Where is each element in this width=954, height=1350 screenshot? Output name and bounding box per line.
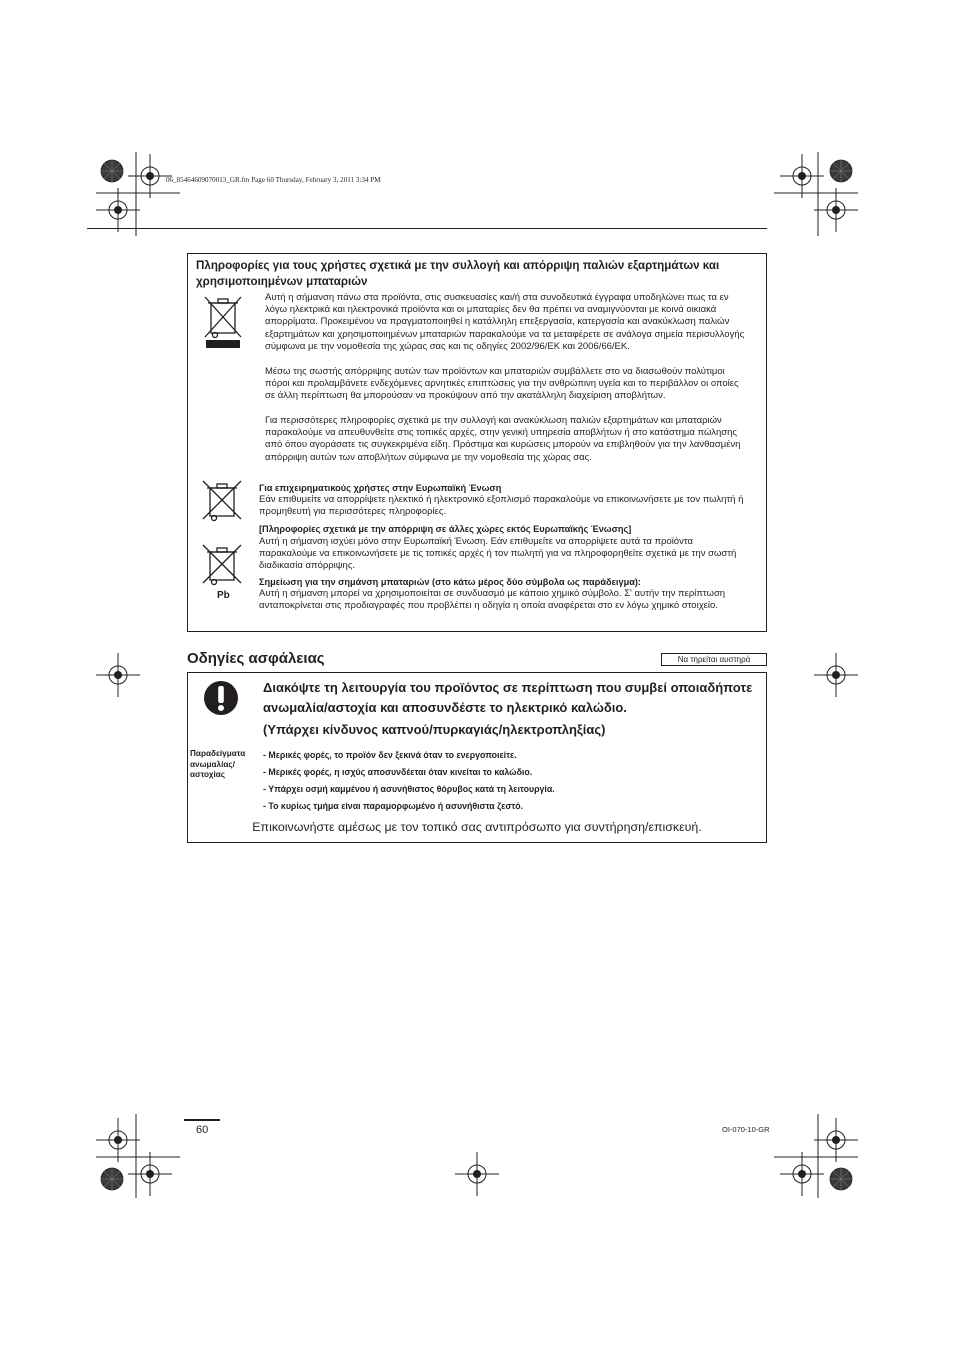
registration-cross-icon (814, 188, 858, 232)
registration-disc-icon (101, 1168, 123, 1190)
registration-disc-icon (830, 160, 852, 182)
contact-dealer-text: Επικοινωνήστε αμέσως με τον τοπικό σας αντιπρόσωπο για συντήρηση/επισκευή. (252, 820, 702, 834)
header-rule (87, 228, 767, 229)
examples-label: Παραδείγματα ανωμαλίας/ αστοχίας (190, 749, 246, 779)
example-item: - Μερικές φορές, το προϊόν δεν ξεκινά όταν το ενεργοποιείτε. (263, 750, 517, 760)
business-users-text: Εάν επιθυμείτε να απορρίψετε ηλεκτικό ή ηλεκτρονικό εξοπλισμό παρακαλούμε να επικοινωνήσετε με τον πωλητή ή προμηθευτή για περισσότερες πληροφορίες. (259, 494, 744, 518)
registration-disc-icon (830, 1168, 852, 1190)
registration-cross-icon (814, 1118, 858, 1162)
registration-cross-icon (96, 188, 140, 232)
warning-title: Διακόψτε τη λειτουργία του προϊόντος σε περίπτωση που συμβεί οποιαδήποτε ανωμαλία/αστοχία και αποσυνδέστε το ηλεκτρικό καλώδιο. (263, 680, 753, 715)
strictly-observe-tag: Να τηρείται αυστηρά (661, 653, 767, 666)
mandatory-action-icon (203, 680, 239, 716)
disposal-paragraph-1: Αυτή η σήμανση πάνω στα προϊόντα, στις συσκευασίες και/ή στα συνοδευτικά έγγραφα υποδηλώνει πως τα εν λόγω ηλεκτρικά και ηλεκτρονικά προϊόντα και οι μπαταρίες δεν θα πρέπει να αναμιγνύονται με κοινά οικιακά απορρίματα. Προκειμένου να πραγματοποιηθεί η κατάλληλη επεξεργασία, κατεργασία και ανακύκλωση παλιών εξαρτημάτων και χρησιμοποιημένων μπαταριών παρακαλούμε να τα μεταφέρετε σε ανάλογα σημεία περισυλλογής σύμφωνα με την νομοθεσία της χώρας σας και τις οδηγίες 2002/96/ΕΚ και 2006/66/ΕΚ. (265, 292, 745, 352)
safety-section-title: Οδηγίες ασφάλειας (187, 650, 325, 667)
crossed-bin-icon (200, 542, 244, 588)
battery-note-heading: Σημείωση για την σημάνση μπαταριών (στο κάτω μέρος δύο σύμβολα ως παράδειγμα): (259, 577, 641, 587)
disposal-paragraph-3: Για περισσότερες πληροφορίες σχετικά με την συλλογή και ανακύκλωση παλιών εξαρτημάτων και μπαταριών παρακαλούμε να απευθυνθείτε στις τοπικές αρχές, στην γενική υπηρεσία αποβλήτων ή στο κατάστημα πώλησης από όπου αγοράσατε τις συγκεκριμένα είδη. Πρόστιμα και κυρώσεις μπορούν να επιβληθούν για την λανθασμένη απόρριψη αυτών των αποβλήτων σύμφωνα με την νομοθεσία της χώρας σας. (265, 415, 741, 463)
registration-cross-icon (96, 653, 140, 697)
example-item: - Υπάρχει οσμή καμμένου ή ασυνήθιστος θόρυβος κατά τη λειτουργία. (263, 784, 555, 794)
crossed-bin-icon (200, 478, 244, 522)
example-item: - Το κυρίως τμήμα είναι παραμορφωμένο ή ασυνήθιστα ζεστό. (263, 801, 524, 811)
registration-disc-icon (101, 160, 123, 182)
registration-cross-icon (780, 1152, 824, 1196)
page-number-rule (184, 1119, 220, 1121)
registration-cross-icon (455, 1152, 499, 1196)
business-users-heading: Για επιχειρηματικούς χρήστες στην Ευρωπαϊκή Ένωση (259, 483, 502, 493)
non-eu-heading: [Πληροφορίες σχετικά με την απόρριψη σε άλλες χώρες εκτός Ευρωπαϊκής Ένωσης] (259, 524, 632, 534)
battery-note-text: Αυτή η σήμανση μπορεί να χρησιμοποιείται σε συνδυασμό με κάποιο χημικό σύμβολο. Σ' αυτήν την περίπτωση ανταποκρίνεται στις προδιαγραφές που προβλέπει η οδηγία η οποία αναφέρεται στο εν λόγω χημικό στοιχείο. (259, 588, 726, 612)
file-info: 06_85464609070013_GR.fm Page 60 Thursday, February 3, 2011 3:34 PM (166, 176, 381, 184)
disposal-title: Πληροφορίες για τους χρήστες σχετικά με την συλλογή και απόρριψη παλιών εξαρτημάτων και χρησιμοποιημένων μπαταριών (196, 259, 720, 288)
crossed-bin-icon (203, 293, 243, 351)
lead-symbol-label: Pb (217, 590, 230, 601)
registration-cross-icon (128, 1152, 172, 1196)
example-item: - Μερικές φορές, η ισχύς αποσυνδέεται όταν κινείται το καλώδιο. (263, 767, 533, 777)
warning-subtitle: (Υπάρχει κίνδυνος καπνού/πυρκαγιάς/ηλεκτροπληξίας) (263, 722, 606, 737)
disposal-paragraph-2: Μέσω της σωστής απόρριψης αυτών των προϊόντων και μπαταριών συμβάλλετε στο να διασωθούν πολύτιμοι πόροι και προλαμβάνετε ενδεχόμενες αρνητικές επιπτώσεις για την ανθρώπινη υγεία και το περιβάλλον οι οποίες σε άλλη περίπτωση θα μπορούσαν να προκύψουν από την ακατάλληλη διαχείριση αποβλήτων. (265, 366, 739, 402)
document-code: OI-070-10-GR (722, 1125, 770, 1134)
registration-cross-icon (780, 154, 824, 198)
non-eu-text: Αυτή η σήμανση ισχύει μόνο στην Ευρωπαϊκή Ένωση. Εάν επιθυμείτε να απορρίψετε αυτά τα προϊόντα παρακαλούμε να επικοινωνήσετε με τις τοπικές αρχές ή τον πωλητή για να πληροφορηθείτε σχετικά με την σωστή διαδικασία απόρριψης. (259, 536, 737, 572)
registration-cross-icon (96, 1118, 140, 1162)
page-number: 60 (196, 1124, 209, 1136)
registration-cross-icon (814, 653, 858, 697)
